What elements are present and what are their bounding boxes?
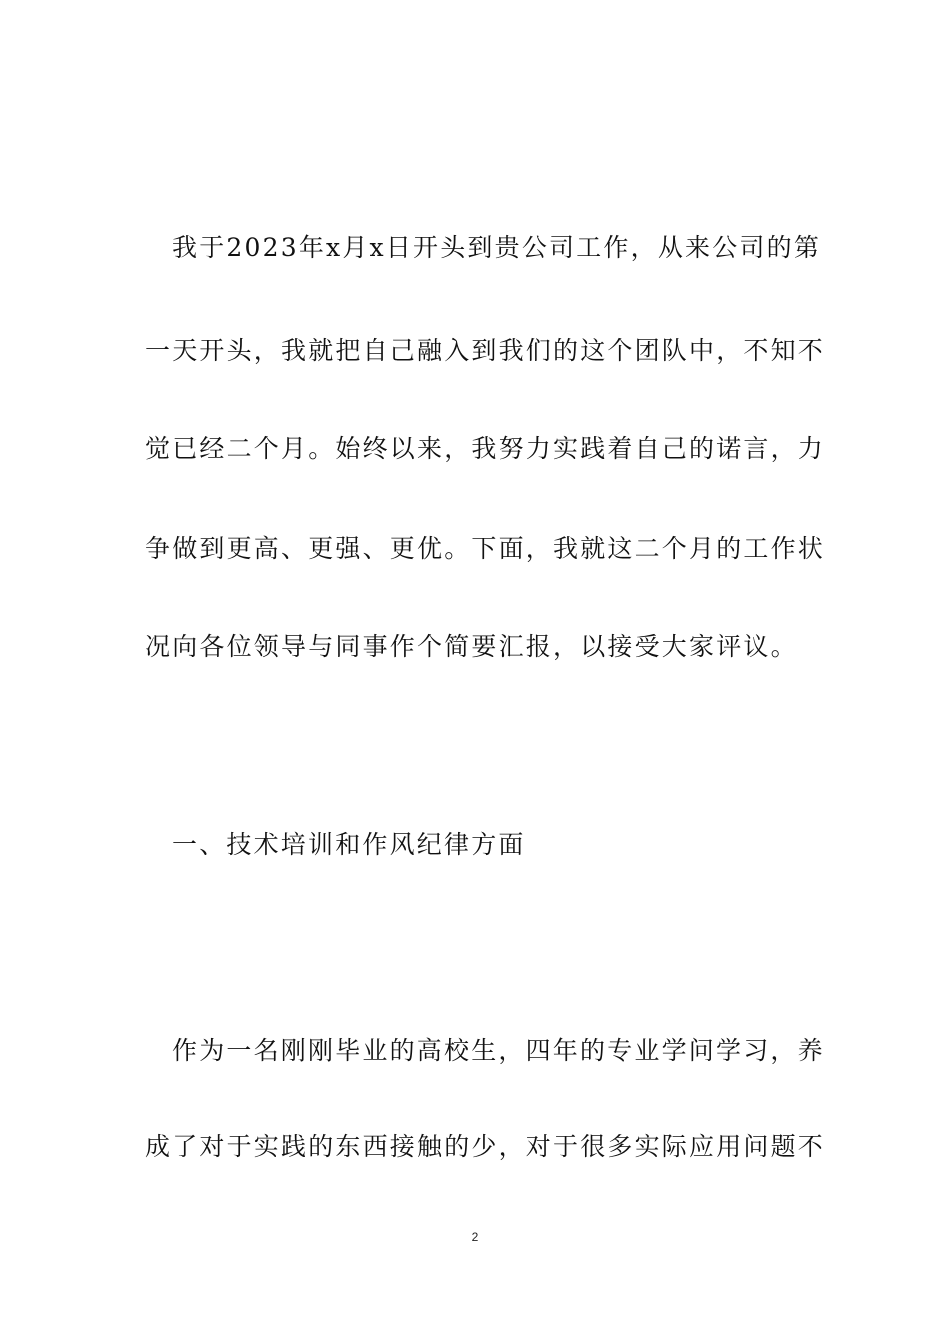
- section-heading: 一、技术培训和作风纪律方面: [172, 830, 526, 859]
- paragraph-1-line-2: 一天开头，我就把自己融入到我们的这个团队中，不知不: [145, 336, 826, 365]
- paragraph-1-line-1: 我于2023年x月x日开头到贵公司工作，从来公司的第: [172, 233, 822, 262]
- page-number: 2: [471, 1230, 479, 1244]
- paragraph-1-line-5: 况向各位领导与同事作个简要汇报，以接受大家评议。: [145, 632, 798, 661]
- paragraph-2-line-2: 成了对于实践的东西接触的少，对于很多实际应用问题不: [145, 1132, 826, 1161]
- paragraph-2-line-1: 作为一名刚刚毕业的高校生，四年的专业学问学习，养: [172, 1036, 825, 1065]
- paragraph-1-line-3: 觉已经二个月。始终以来，我努力实践着自己的诺言，力: [145, 434, 826, 463]
- paragraph-1-line-4: 争做到更高、更强、更优。下面，我就这二个月的工作状: [145, 534, 826, 563]
